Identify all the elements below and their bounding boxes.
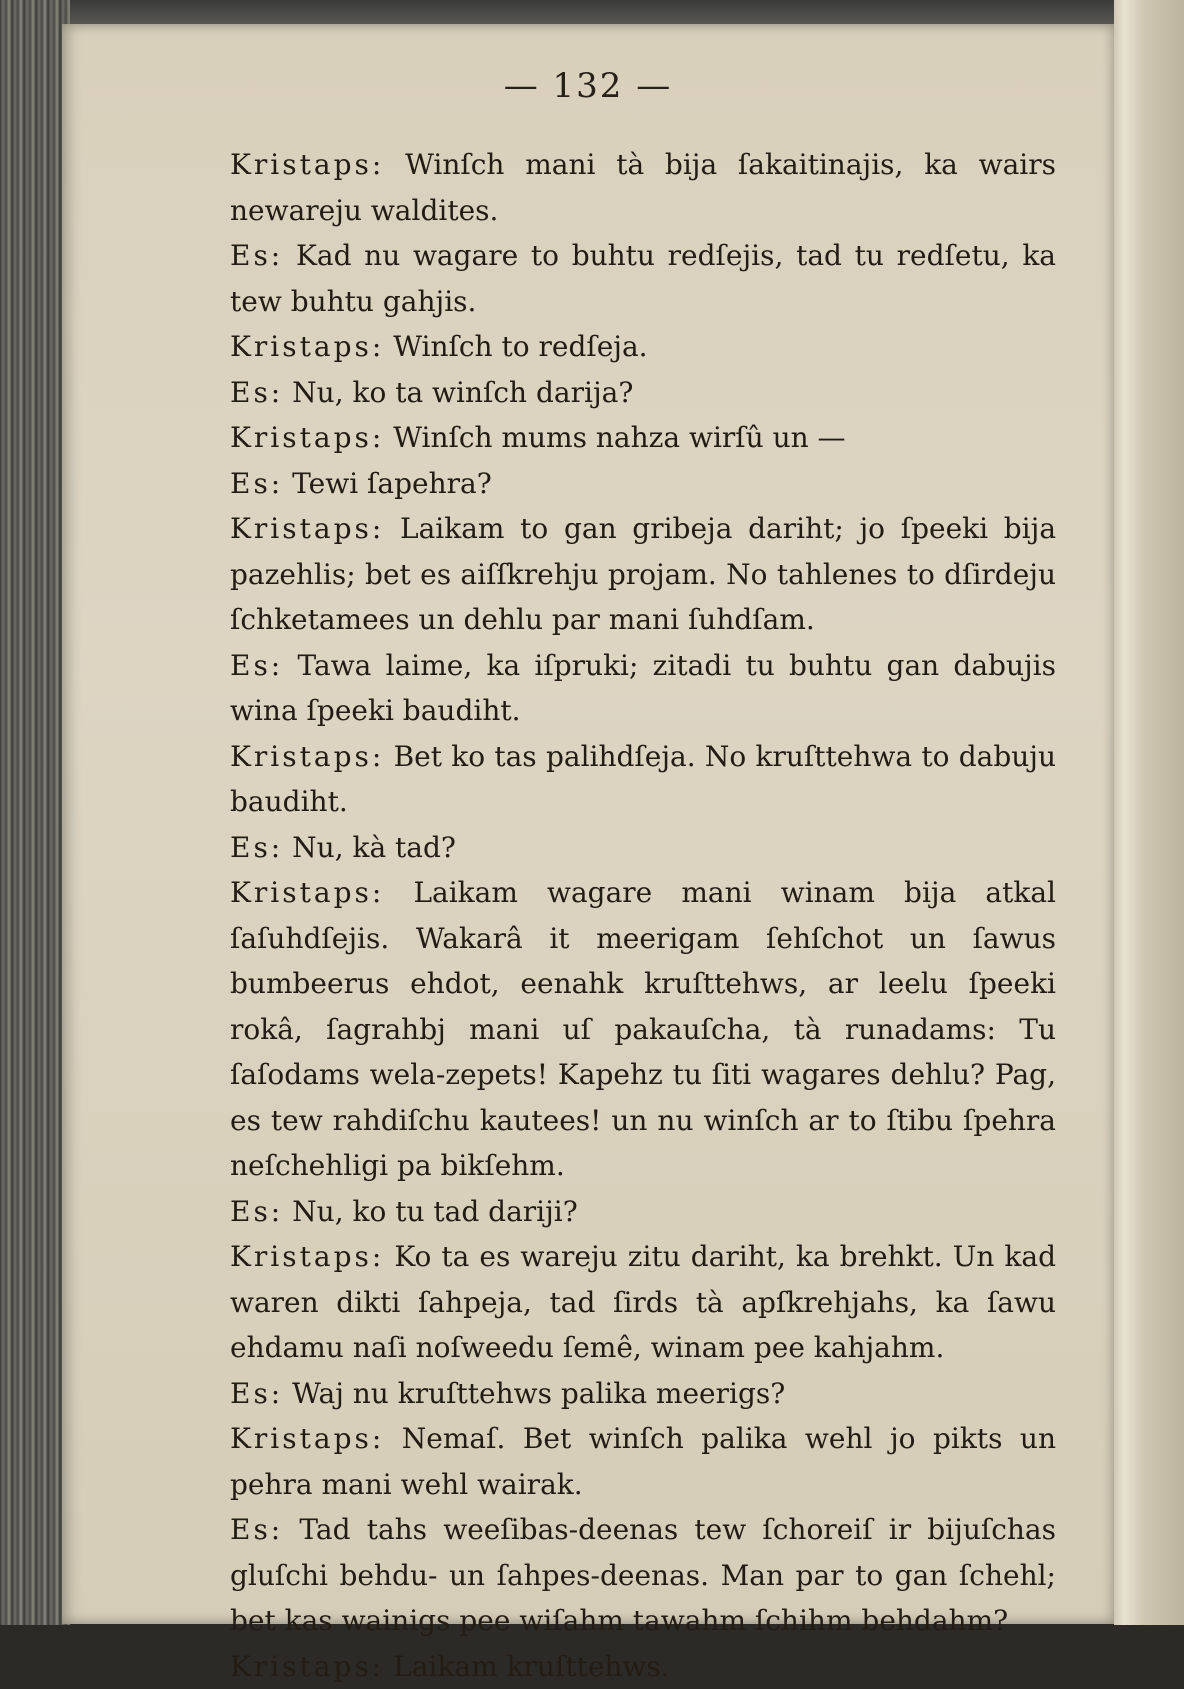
page-number: — 132 — bbox=[62, 66, 1114, 106]
paragraph bbox=[166, 1189, 1056, 1235]
dialogue-text: Nu, ko tu tad dariji? bbox=[292, 1195, 578, 1228]
dialogue-text: Kad nu wagare to buhtu redſejis, tad tu redſetu, ka tew buhtu gahjis. bbox=[230, 239, 1056, 318]
paragraph bbox=[166, 142, 1056, 233]
dialogue-text: Winſch to redſeja. bbox=[393, 330, 647, 363]
dialogue-text: Winſch mums nahza wirſû un — bbox=[393, 421, 845, 454]
dialogue-text: Nu, ko ta winſch darija? bbox=[292, 376, 633, 409]
dialogue-text: Tawa laime, ka iſpruki; zitadi tu buhtu gan dabujis wina ſpeeki baudiht. bbox=[230, 649, 1056, 728]
speaker-name: Kristaps: bbox=[230, 876, 384, 909]
dialogue-text: Winſch mani tà bija ſakaitinajis, ka wairs newareju waldites. bbox=[230, 148, 1056, 227]
dialogue-text: Waj nu kruſttehws palika meerigs? bbox=[292, 1377, 785, 1410]
page-text bbox=[166, 142, 1056, 1689]
speaker-name: Kristaps: bbox=[230, 512, 384, 545]
dialogue-text: Ko ta es wareju zitu dariht, ka brehkt. Un kad waren dikti ſahpeja, tad ſirds tà apſkrehjahs, ka ſawu ehdamu naſi noſweedu ſemê, winam pee kahjahm. bbox=[230, 1240, 1056, 1364]
paragraph bbox=[166, 324, 1056, 370]
speaker-name: Es: bbox=[230, 831, 283, 864]
speaker-name: Es: bbox=[230, 649, 283, 682]
paragraph bbox=[166, 825, 1056, 871]
book-right-edge bbox=[1114, 0, 1184, 1625]
dialogue-text: Bet ko tas palihdſeja. No kruſttehwa to dabuju baudiht. bbox=[230, 740, 1056, 819]
speaker-name: Es: bbox=[230, 467, 283, 500]
paragraph bbox=[166, 370, 1056, 416]
speaker-name: Kristaps: bbox=[230, 421, 384, 454]
speaker-name: Es: bbox=[230, 239, 283, 272]
paragraph bbox=[166, 415, 1056, 461]
speaker-name: Es: bbox=[230, 376, 283, 409]
dialogue-text: Laikam to gan gribeja dariht; jo ſpeeki bija pazehlis; bet es aiſſkrehju projam. No tahlenes to dſirdeju ſchketamees un dehlu par mani ſuhdſam. bbox=[230, 512, 1056, 636]
speaker-name: Kristaps: bbox=[230, 148, 384, 181]
paragraph bbox=[166, 1507, 1056, 1644]
dialogue-text: Nemaſ. Bet winſch palika wehl jo pikts un pehra mani wehl wairak. bbox=[230, 1422, 1056, 1501]
speaker-name: Kristaps: bbox=[230, 330, 384, 363]
dialogue-text: Tewi ſapehra? bbox=[292, 467, 492, 500]
paragraph bbox=[166, 643, 1056, 734]
paragraph bbox=[166, 506, 1056, 643]
book-left-edge bbox=[0, 0, 70, 1625]
speaker-name: Es: bbox=[230, 1513, 283, 1546]
paragraph bbox=[166, 870, 1056, 1189]
speaker-name: Es: bbox=[230, 1195, 283, 1228]
speaker-name: Kristaps: bbox=[230, 1650, 384, 1683]
speaker-name: Es: bbox=[230, 1377, 283, 1410]
paragraph bbox=[166, 233, 1056, 324]
speaker-name: Kristaps: bbox=[230, 1422, 384, 1455]
dialogue-text: Laikam wagare mani winam bija atkal ſaſuhdſejis. Wakarâ it meerigam ſehſchot un ſawus bumbeerus ehdot, eenahk kruſttehws, ar leelu ſpeeki rokâ, ſagrahbj mani uſ pakauſcha, tà runadams: Tu ſaſodams wela-zepets! Kapehz tu ſiti wagares dehlu? Pag, es tew rahdiſchu kautees! un nu winſch ar to ſtibu ſpehra neſchehligi pa bikſehm. bbox=[230, 876, 1056, 1182]
paragraph bbox=[166, 1234, 1056, 1371]
dialogue-text: Tad tahs weeſibas-deenas tew ſchoreiſ ir bijuſchas gluſchi behdu- un ſahpes-deenas. Man par to gan ſchehl; bet kas wainigs pee wiſahm tawahm ſchihm behdahm? bbox=[230, 1513, 1056, 1637]
paragraph bbox=[166, 1416, 1056, 1507]
dialogue-text: Nu, kà tad? bbox=[292, 831, 456, 864]
paragraph bbox=[166, 1644, 1056, 1689]
dialogue-text: Laikam kruſttehws. bbox=[393, 1650, 669, 1683]
paragraph bbox=[166, 1371, 1056, 1417]
speaker-name: Kristaps: bbox=[230, 740, 384, 773]
paragraph bbox=[166, 734, 1056, 825]
book-page bbox=[62, 24, 1114, 1624]
speaker-name: Kristaps: bbox=[230, 1240, 384, 1273]
paragraph bbox=[166, 461, 1056, 507]
